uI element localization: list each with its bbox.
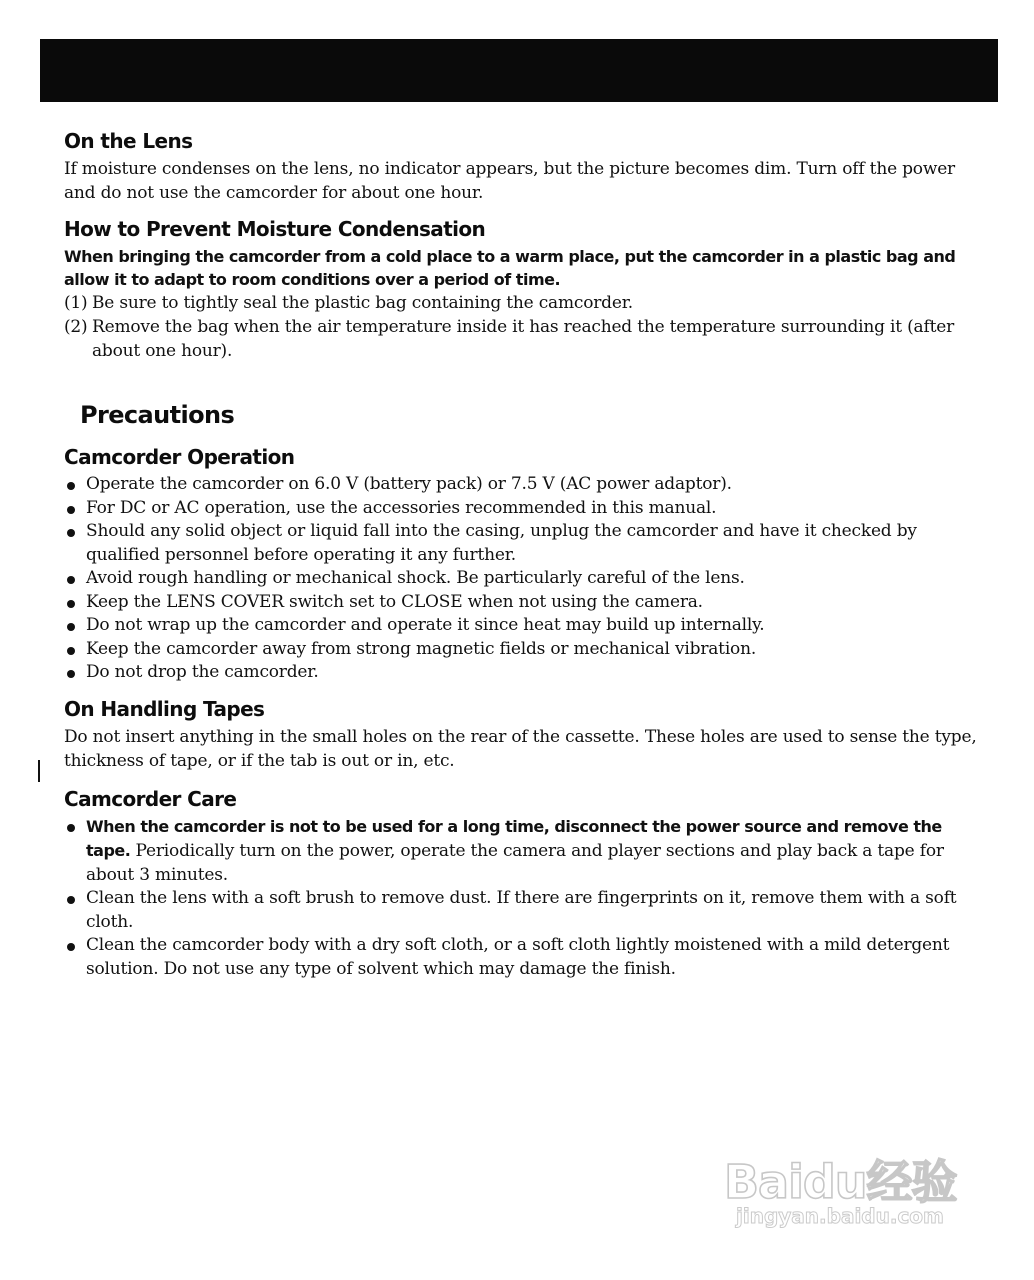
- header-bar: [40, 39, 998, 102]
- step-number: (1): [64, 293, 88, 313]
- care-heading: Camcorder Care: [64, 786, 237, 811]
- step-text: Be sure to tightly seal the plastic bag containing the camcorder.: [92, 293, 633, 313]
- watermark: [724, 1128, 974, 1238]
- list-item: Should any solid object or liquid fall into the casing, unplug the camcorder and have it checked by qualified personnel before operating it any further.: [64, 520, 984, 567]
- tapes-text: Do not insert anything in the small holes on the rear of the cassette. These holes are used to sense the type, thickness of tape, or if the tab is out or in, etc.: [64, 726, 977, 771]
- condensation-steps: [64, 291, 984, 363]
- list-item: For DC or AC operation, use the accessories recommended in this manual.: [64, 497, 984, 521]
- step-item: [64, 315, 984, 363]
- watermark-logo: Baidu经验: [724, 1155, 957, 1209]
- operation-heading: Camcorder Operation: [64, 445, 295, 469]
- document-body: [64, 127, 984, 981]
- precautions-heading: Precautions: [80, 401, 235, 429]
- care-rest-text: Periodically turn on the power, operate the camera and player sections and play back a tape for about 3 minutes.: [86, 841, 944, 885]
- prevent-condensation-bold-text: When bringing the camcorder from a cold place to a warm place, put the camcorder in a plastic bag and allow it to adapt to room conditions over a period of time.: [64, 247, 956, 289]
- list-item: Clean the lens with a soft brush to remove dust. If there are fingerprints on it, remove them with a soft cloth.: [64, 887, 984, 934]
- list-item: Operate the camcorder on 6.0 V (battery pack) or 7.5 V (AC power adaptor).: [64, 473, 984, 497]
- margin-rule: [38, 760, 40, 782]
- list-item: Avoid rough handling or mechanical shock. Be particularly careful of the lens.: [64, 567, 984, 591]
- step-number: (2): [64, 317, 88, 337]
- list-item: Keep the camcorder away from strong magnetic fields or mechanical vibration.: [64, 638, 984, 662]
- lens-heading: On the Lens: [64, 129, 193, 153]
- lens-text: If moisture condenses on the lens, no indicator appears, but the picture becomes dim. Turn off the power and do not use the camcorder for about one hour.: [64, 159, 955, 203]
- watermark-url: jingyan.baidu.com: [736, 1204, 944, 1228]
- step-text: Remove the bag when the air temperature inside it has reached the temperature surrounding it (after about one hour).: [92, 317, 954, 361]
- list-item: Do not drop the camcorder.: [64, 661, 984, 685]
- prevent-condensation-heading: How to Prevent Moisture Condensation: [64, 217, 486, 241]
- list-item: [64, 815, 984, 888]
- operation-list: [64, 473, 984, 685]
- care-list: [64, 815, 984, 982]
- step-item: [64, 291, 984, 315]
- list-item: Keep the LENS COVER switch set to CLOSE when not using the camera.: [64, 591, 984, 615]
- list-item: Do not wrap up the camcorder and operate it since heat may build up internally.: [64, 614, 984, 638]
- list-item: Clean the camcorder body with a dry soft cloth, or a soft cloth lightly moistened with a mild detergent solution. Do not use any type of solvent which may damage the finish.: [64, 934, 984, 981]
- care-bold-text: When the camcorder is not to be used for a long time, disconnect the power source and remove the tape.: [86, 816, 942, 860]
- tapes-heading: On Handling Tapes: [64, 696, 265, 721]
